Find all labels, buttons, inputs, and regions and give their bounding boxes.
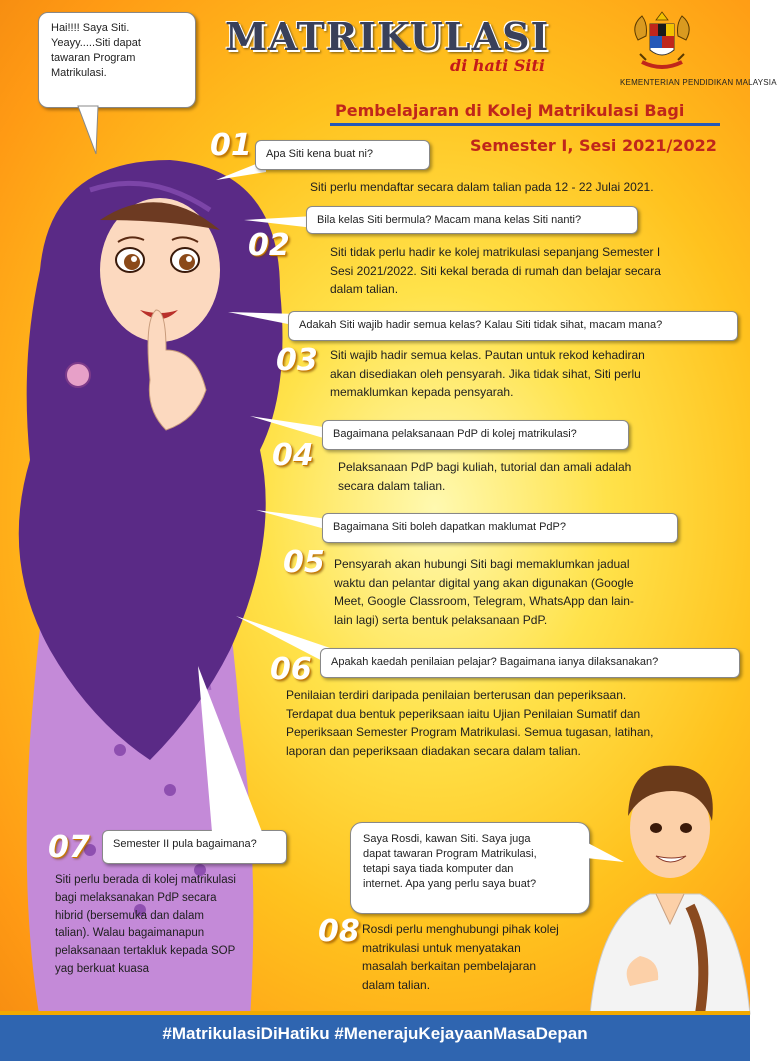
answer-line: waktu dan pelantar digital yang akan digunakan (Google xyxy=(334,575,634,590)
answer-line: hibrid (bersemuka dan dalam xyxy=(55,909,204,922)
speech-tail xyxy=(192,666,272,834)
answer-line: Pelaksanaan PdP bagi kuliah, tutorial dan amali adalah xyxy=(338,460,632,474)
answer-line: Penilaian terdiri daripada penilaian berterusan dan peperiksaan. xyxy=(286,688,627,702)
answer-line: secara dalam talian. xyxy=(338,478,446,493)
question-bubble: Bagaimana pelaksanaan PdP di kolej matrikulasi? xyxy=(322,420,629,450)
question-number: 03 xyxy=(276,343,318,378)
answer-line: Siti perlu mendaftar secara dalam talian pada 12 - 22 Julai 2021. xyxy=(310,180,654,194)
question-bubble: Apa Siti kena buat ni? xyxy=(255,140,430,170)
headline-line-1: Pembelajaran di Kolej Matrikulasi Bagi xyxy=(335,101,685,120)
answer-line: Peperiksaan Semester Program Matrikulasi. Semua tugasan, latihan, xyxy=(286,725,654,740)
question-bubble: Bagaimana Siti boleh dapatkan maklumat PdP? xyxy=(322,513,678,543)
answer-block xyxy=(334,555,634,629)
answer-line: dalam talian. xyxy=(330,282,399,297)
answer-line: yag berkuat kuasa xyxy=(55,963,149,976)
answer-block xyxy=(55,872,236,979)
answer-line: Rosdi perlu menghubungi pihak kolej xyxy=(362,922,559,936)
poster-subtitle: di hati Siti xyxy=(450,56,545,75)
speech-tail xyxy=(72,106,112,156)
rosdi-bubble-line: tetapi saya tiada komputer dan xyxy=(363,862,514,875)
answer-line: akan disediakan oleh pensyarah. Jika tidak sihat, Siti perlu xyxy=(330,366,641,381)
answer-block xyxy=(286,686,654,760)
answer-line: Siti perlu berada di kolej matrikulasi xyxy=(55,874,236,886)
answer-line: matrikulasi untuk menyatakan xyxy=(362,940,521,955)
rosdi-bubble-line: internet. Apa yang perlu saya buat? xyxy=(363,877,537,890)
question-bubble: Apakah kaedah penilaian pelajar? Bagaimana ianya dilaksanakan? xyxy=(320,648,740,678)
question-bubble: Bila kelas Siti bermula? Macam mana kelas Siti nanti? xyxy=(306,206,638,234)
answer-line: talian). Walau bagaimanapun xyxy=(55,927,205,940)
rosdi-illustration xyxy=(590,756,750,1014)
question-number: 08 xyxy=(318,914,360,949)
answer-line: pelaksanaan tertakluk kepada SOP xyxy=(55,945,236,958)
answer-block xyxy=(330,243,661,299)
question-bubble: Adakah Siti wajib hadir semua kelas? Kalau Siti tidak sihat, macam mana? xyxy=(288,311,738,341)
coat-of-arms-icon xyxy=(628,10,696,76)
speech-tail xyxy=(586,838,626,868)
question-number: 07 xyxy=(48,830,90,865)
question-number: 01 xyxy=(210,128,252,163)
rosdi-bubble-line: Saya Rosdi, kawan Siti. Saya juga xyxy=(363,833,531,845)
siti-bubble-line: Hai!!!! Saya Siti. xyxy=(51,22,130,34)
siti-bubble-line: Matrikulasi. xyxy=(51,66,107,79)
answer-block xyxy=(330,346,645,402)
answer-line: bagi melaksanakan PdP secara xyxy=(55,891,217,904)
question-number: 06 xyxy=(270,652,312,687)
answer-line: Pensyarah akan hubungi Siti bagi memaklumkan jadual xyxy=(334,557,630,571)
headline-underline xyxy=(330,123,720,126)
question-number: 05 xyxy=(283,545,325,580)
question-bubble: Semester II pula bagaimana? xyxy=(102,830,287,864)
answer-block xyxy=(338,458,631,495)
siti-bubble-line: tawaran Program xyxy=(51,51,136,64)
answer-line: Siti tidak perlu hadir ke kolej matrikulasi sepanjang Semester I xyxy=(330,245,661,259)
headline-line-2: Semester I, Sesi 2021/2022 xyxy=(470,136,717,155)
footer-hashtags: #MatrikulasiDiHatiku #MenerajuKejayaanMasaDepan xyxy=(0,1015,750,1061)
ministry-label: KEMENTERIAN PENDIDIKAN MALAYSIA xyxy=(620,78,777,87)
poster-title: MATRIKULASI xyxy=(225,14,550,59)
answer-line: memaklumkan kepada pensyarah. xyxy=(330,385,514,400)
question-number: 04 xyxy=(272,438,314,473)
answer-line: masalah berkaitan pembelajaran xyxy=(362,959,537,974)
answer-line: laporan dan peperiksaan diadakan secara dalam talian. xyxy=(286,743,581,758)
rosdi-speech-bubble xyxy=(350,822,590,914)
rosdi-bubble-line: dapat tawaran Program Matrikulasi, xyxy=(363,847,537,860)
answer-line: Siti wajib hadir semua kelas. Pautan untuk rekod kehadiran xyxy=(330,348,645,362)
answer-line: Meet, Google Classroom, Telegram, WhatsApp dan lain- xyxy=(334,594,634,609)
siti-speech-bubble xyxy=(38,12,196,108)
answer-line: dalam talian. xyxy=(362,977,431,992)
answer-line: lain lagi) serta bentuk pelaksanaan PdP. xyxy=(334,612,548,627)
answer-line: Sesi 2021/2022. Siti kekal berada di rumah dan belajar secara xyxy=(330,263,661,278)
answer-line: Terdapat dua bentuk peperiksaan iaitu Ujian Penilaian Sumatif dan xyxy=(286,706,641,721)
siti-bubble-line: Yeayy.....Siti dapat xyxy=(51,36,141,49)
answer-block xyxy=(362,920,559,994)
question-number: 02 xyxy=(248,228,290,263)
